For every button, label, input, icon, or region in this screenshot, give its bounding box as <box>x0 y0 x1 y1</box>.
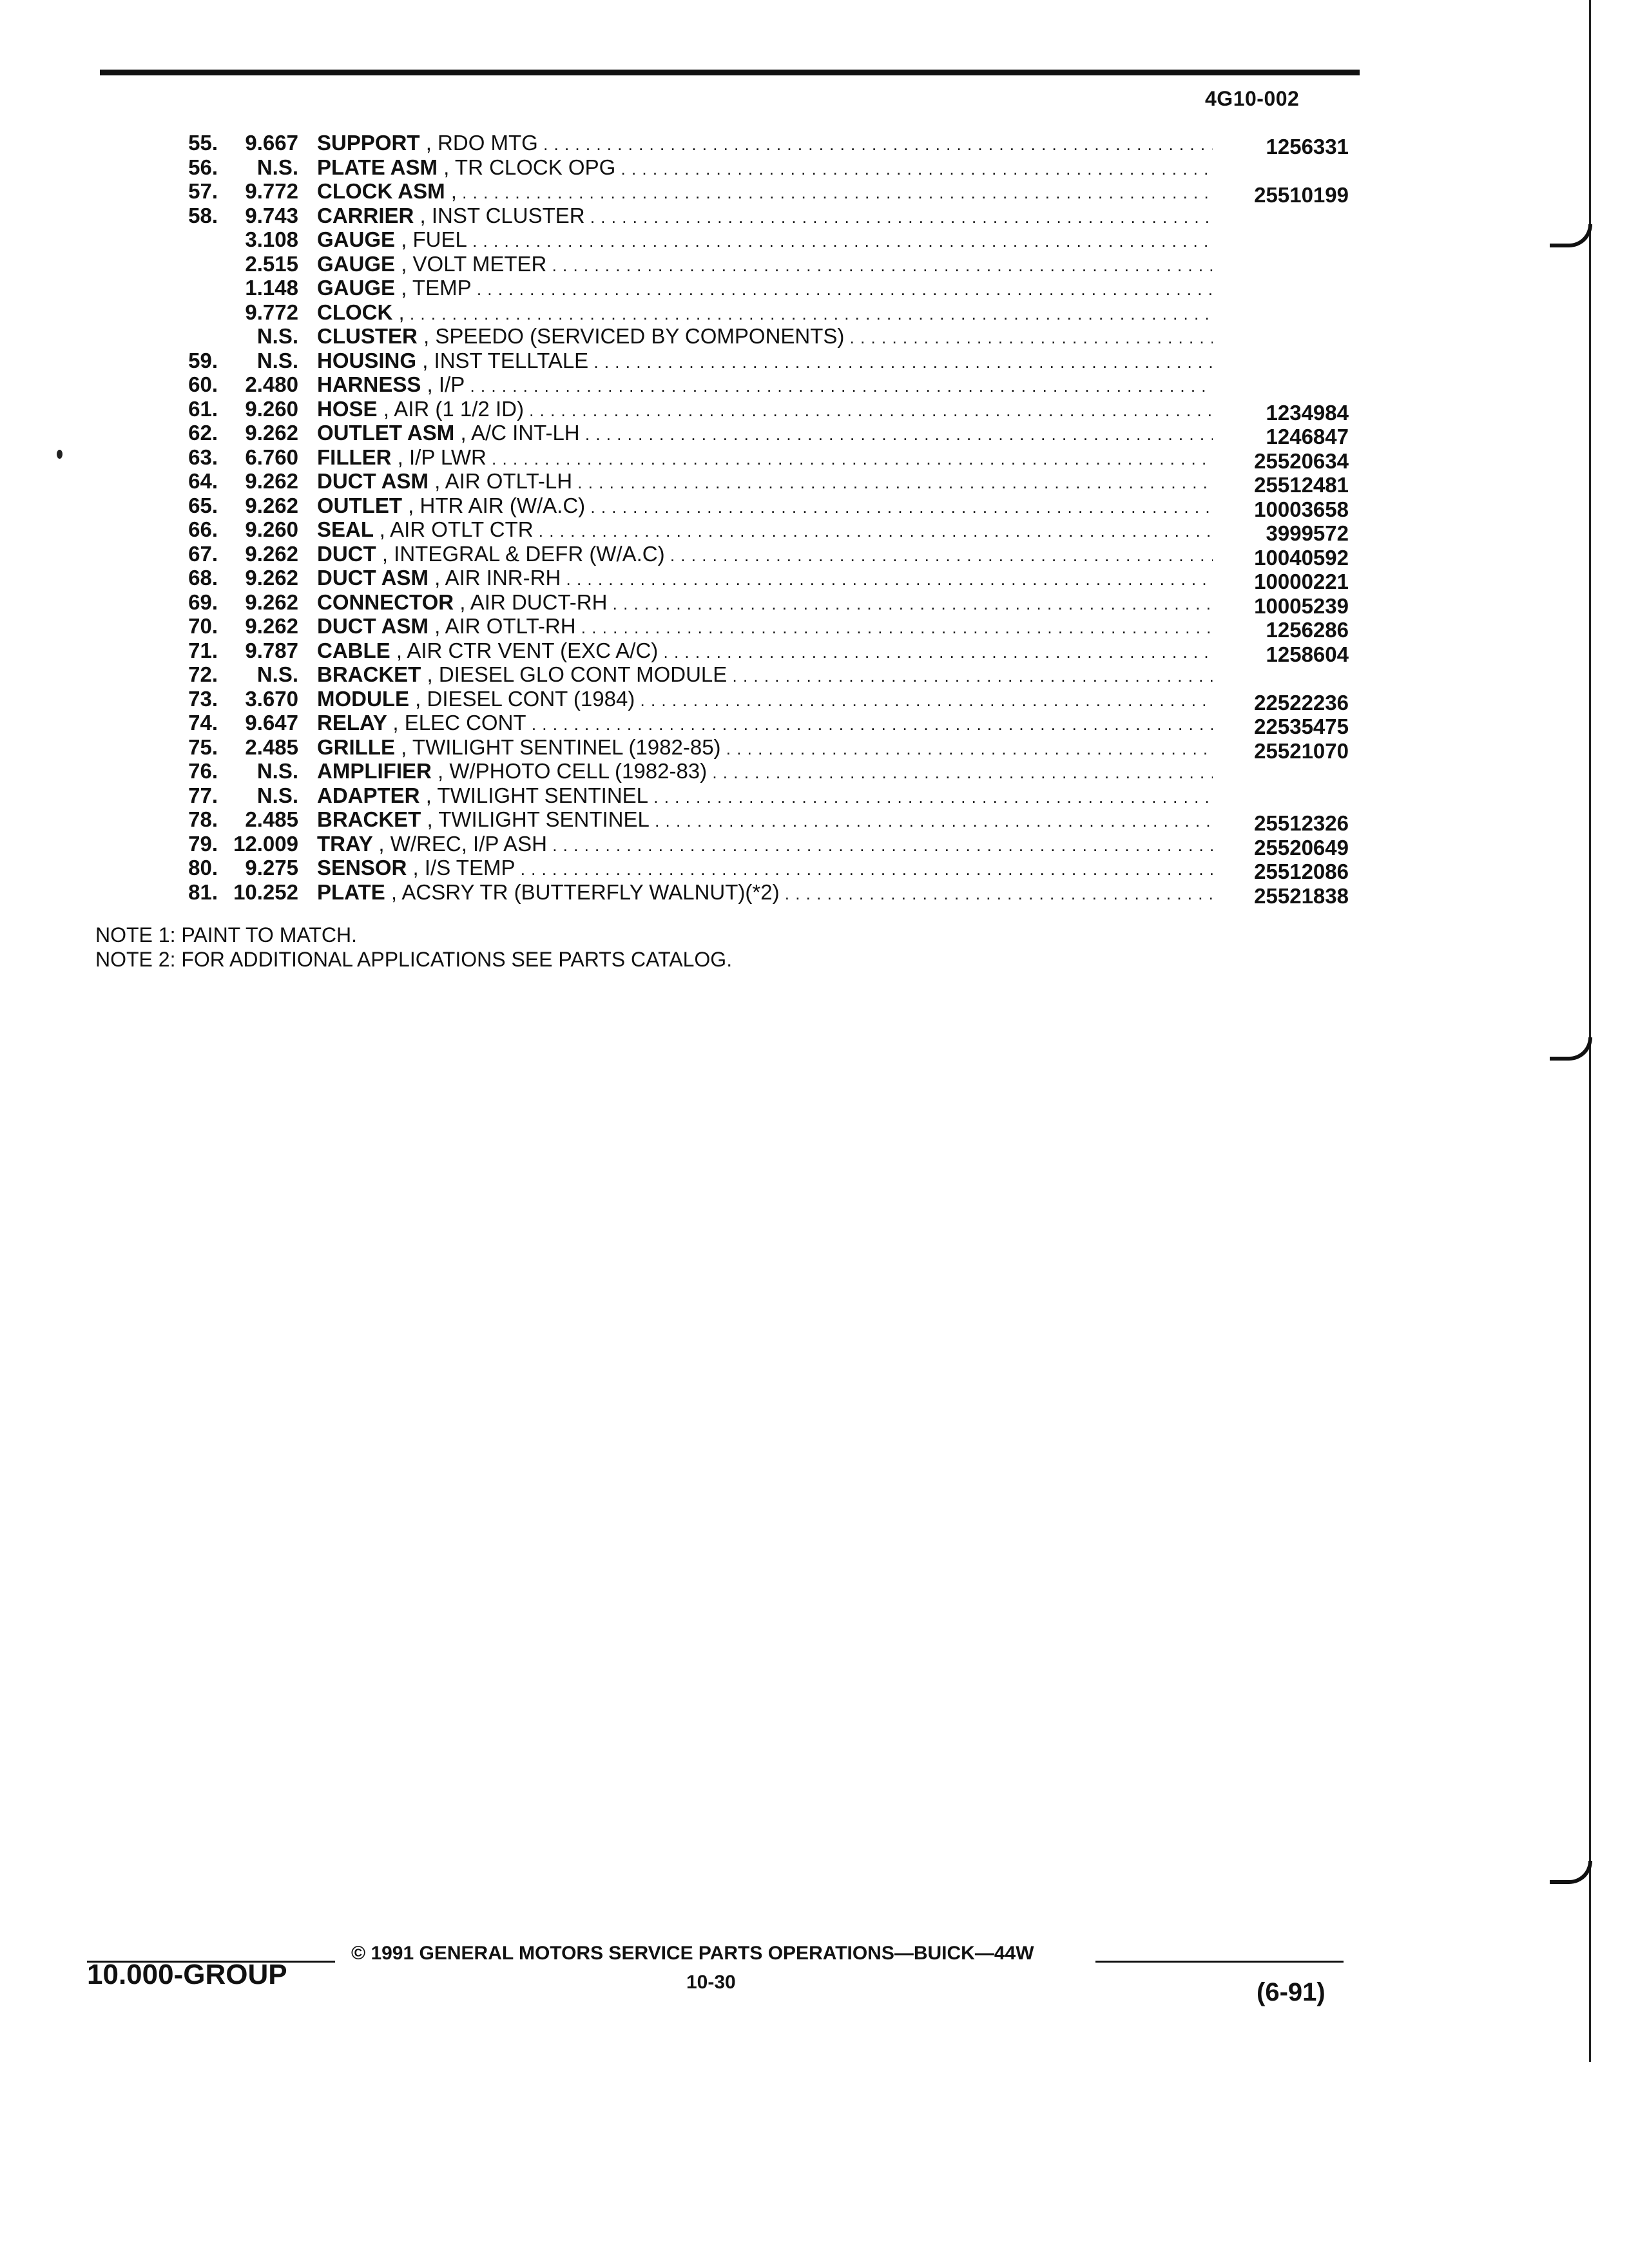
list-item <box>0 783 1629 808</box>
group-number: 1.148 <box>245 276 298 300</box>
part-description <box>317 687 1213 713</box>
part-name: DUCT ASM <box>317 614 429 638</box>
part-description <box>317 469 1213 495</box>
part-spec: , RDO MTG <box>425 131 538 155</box>
footer-copyright: © 1991 GENERAL MOTORS SERVICE PARTS OPERATIONS—BUICK—44W <box>351 1943 1034 1964</box>
part-name: OUTLET ASM <box>317 421 455 445</box>
part-description <box>317 179 1213 206</box>
group-number: 9.262 <box>245 541 298 566</box>
part-description <box>317 783 1213 810</box>
part-name: CABLE <box>317 638 390 662</box>
part-description <box>317 131 1213 157</box>
item-number: 56. <box>188 155 218 179</box>
item-number: 58. <box>188 203 218 227</box>
group-number: 3.670 <box>245 686 298 711</box>
part-name: DUCT <box>317 541 376 566</box>
group-number: 10.252 <box>233 879 298 904</box>
page-code: 4G10-002 <box>1205 87 1300 110</box>
item-number: 61. <box>188 396 218 421</box>
part-number: 1256331 <box>1266 135 1349 159</box>
item-number: 68. <box>188 566 218 590</box>
part-name: PLATE ASM <box>317 155 438 179</box>
part-name: GAUGE <box>317 227 396 251</box>
item-number: 81. <box>188 879 218 904</box>
group-number: 9.772 <box>245 179 298 203</box>
list-item <box>0 662 1629 687</box>
part-description <box>317 421 1213 447</box>
part-spec: , AIR DUCT-RH <box>459 590 608 614</box>
note-line: NOTE 2: FOR ADDITIONAL APPLICATIONS SEE PARTS CATALOG. <box>95 948 733 971</box>
list-item <box>0 300 1629 325</box>
group-number: 2.480 <box>245 372 298 396</box>
part-spec: , I/P <box>427 372 465 396</box>
group-number: 2.515 <box>245 251 298 276</box>
part-name: FILLER <box>317 445 392 469</box>
part-number: 25520649 <box>1254 835 1349 860</box>
item-number: 57. <box>188 179 218 203</box>
scan-speck <box>57 450 63 459</box>
part-name: PLATE <box>317 879 385 904</box>
list-item <box>0 566 1629 593</box>
item-number: 79. <box>188 831 218 856</box>
part-name: BRACKET <box>317 662 421 686</box>
part-number: 25512481 <box>1254 473 1349 497</box>
item-number: 59. <box>188 348 218 372</box>
part-name: TRAY <box>317 831 373 856</box>
part-name: AMPLIFIER <box>317 759 432 783</box>
list-item <box>0 204 1629 228</box>
part-name: HARNESS <box>317 372 421 396</box>
item-number: 60. <box>188 372 218 396</box>
part-description <box>317 227 1213 254</box>
part-description <box>317 252 1213 278</box>
part-name: CLOCK <box>317 300 393 324</box>
item-number: 76. <box>188 759 218 783</box>
group-number: N.S. <box>256 783 298 807</box>
part-description <box>317 807 1213 834</box>
part-spec: , TWILIGHT SENTINEL (1982-85) <box>401 735 721 759</box>
part-number: 1258604 <box>1266 642 1349 666</box>
part-spec: , ELEC CONT <box>392 711 526 735</box>
group-number: 9.262 <box>245 614 298 638</box>
list-item <box>0 131 1629 159</box>
group-number: 12.009 <box>233 831 298 856</box>
part-description <box>317 276 1213 302</box>
part-name: HOUSING <box>317 348 417 372</box>
list-item <box>0 155 1629 180</box>
group-number: 3.108 <box>245 227 298 251</box>
part-description <box>317 614 1213 640</box>
part-description <box>317 324 1213 351</box>
part-description <box>317 517 1213 544</box>
list-item <box>0 179 1629 207</box>
part-description <box>317 832 1213 858</box>
part-number: 10000221 <box>1254 570 1349 593</box>
list-item <box>0 445 1629 473</box>
part-description <box>317 759 1213 785</box>
part-description <box>317 662 1213 689</box>
parts-list <box>0 131 1629 908</box>
item-number: 70. <box>188 614 218 638</box>
part-spec: , W/PHOTO CELL (1982-83) <box>438 759 708 783</box>
part-name: GAUGE <box>317 276 396 300</box>
part-name: GAUGE <box>317 251 396 276</box>
list-item <box>0 711 1629 738</box>
item-number: 65. <box>188 493 218 517</box>
part-name: CARRIER <box>317 203 414 227</box>
part-spec: , AIR INR-RH <box>434 566 561 590</box>
item-number: 78. <box>188 807 218 831</box>
part-number: 10040592 <box>1254 545 1349 570</box>
part-name: CLUSTER <box>317 324 418 348</box>
part-number: 1234984 <box>1266 400 1349 425</box>
part-description <box>317 494 1213 520</box>
part-number: 1246847 <box>1266 425 1349 448</box>
list-item <box>0 638 1629 666</box>
group-number: 9.262 <box>245 493 298 517</box>
part-spec: , DIESEL GLO CONT MODULE <box>427 662 728 686</box>
group-number: 9.743 <box>245 203 298 227</box>
part-number: 3999572 <box>1266 521 1349 545</box>
part-name: MODULE <box>317 686 409 711</box>
group-number: N.S. <box>256 348 298 372</box>
part-description <box>317 639 1213 665</box>
item-number: 80. <box>188 856 218 879</box>
page-number: 10-30 <box>686 1972 736 1993</box>
list-item <box>0 469 1629 497</box>
group-number: 9.262 <box>245 421 298 445</box>
item-number: 66. <box>188 517 218 541</box>
binding-hook <box>1550 1037 1592 1061</box>
part-spec: , <box>450 179 457 203</box>
footer-group: 10.000-GROUP <box>87 1959 287 1990</box>
part-description <box>317 542 1213 568</box>
item-number: 71. <box>188 638 218 662</box>
footer-rule-right <box>1095 1961 1344 1963</box>
list-item <box>0 831 1629 860</box>
part-description <box>317 397 1213 423</box>
group-number: 2.485 <box>245 807 298 831</box>
item-number: 73. <box>188 686 218 711</box>
list-item <box>0 807 1629 835</box>
part-number: 25521070 <box>1254 738 1349 763</box>
part-description <box>317 711 1213 737</box>
part-spec: , ACSRY TR (BUTTERFLY WALNUT)(*2) <box>390 879 780 904</box>
list-item <box>0 517 1629 545</box>
note-line: NOTE 1: PAINT TO MATCH. <box>95 923 357 947</box>
part-spec: , TEMP <box>401 276 472 300</box>
list-item <box>0 349 1629 373</box>
list-item <box>0 759 1629 783</box>
group-number: 2.485 <box>245 735 298 759</box>
item-number: 67. <box>188 541 218 566</box>
part-name: SENSOR <box>317 856 407 879</box>
part-spec: , I/P LWR <box>397 445 487 469</box>
part-spec: , A/C INT-LH <box>460 421 580 445</box>
part-name: RELAY <box>317 711 387 735</box>
part-number: 25512086 <box>1254 860 1349 883</box>
part-name: HOSE <box>317 396 378 421</box>
group-number: 9.262 <box>245 590 298 614</box>
group-number: N.S. <box>256 662 298 686</box>
part-spec: , W/REC, I/P ASH <box>378 831 548 856</box>
part-name: CLOCK ASM <box>317 179 445 203</box>
part-spec: , AIR OTLT-RH <box>434 614 576 638</box>
part-number: 10003658 <box>1254 497 1349 521</box>
notes <box>95 923 732 972</box>
part-name: BRACKET <box>317 807 421 831</box>
group-number: 9.772 <box>245 300 298 324</box>
part-name: OUTLET <box>317 493 402 517</box>
item-number: 77. <box>188 783 218 807</box>
part-number: 25510199 <box>1254 183 1349 207</box>
part-spec: , I/S TEMP <box>412 856 516 879</box>
list-item <box>0 252 1629 276</box>
group-number: 9.260 <box>245 396 298 421</box>
part-description <box>317 155 1213 182</box>
part-spec: , FUEL <box>401 227 467 251</box>
part-spec: , INST TELLTALE <box>422 348 589 372</box>
part-description <box>317 856 1213 882</box>
list-item <box>0 541 1629 570</box>
group-number: 9.262 <box>245 566 298 590</box>
group-number: 9.647 <box>245 711 298 735</box>
item-number: 75. <box>188 735 218 759</box>
list-item <box>0 324 1629 349</box>
list-item <box>0 590 1629 618</box>
group-number: 9.787 <box>245 638 298 662</box>
part-spec: , HTR AIR (W/A.C) <box>408 493 586 517</box>
part-name: SUPPORT <box>317 131 420 155</box>
group-number: N.S. <box>256 324 298 348</box>
list-item <box>0 879 1629 908</box>
group-number: 9.667 <box>245 131 298 155</box>
part-description <box>317 372 1213 399</box>
part-number: 25520634 <box>1254 448 1349 473</box>
part-name: CONNECTOR <box>317 590 454 614</box>
list-item <box>0 735 1629 763</box>
list-item <box>0 396 1629 425</box>
part-name: GRILLE <box>317 735 395 759</box>
list-item <box>0 276 1629 300</box>
part-spec: , TR CLOCK OPG <box>443 155 616 179</box>
part-name: DUCT ASM <box>317 566 429 590</box>
part-number: 1256286 <box>1266 618 1349 642</box>
part-name: SEAL <box>317 517 374 541</box>
list-item <box>0 614 1629 642</box>
top-rule <box>100 70 1360 75</box>
binding-hook <box>1550 1861 1592 1884</box>
part-spec: , AIR (1 1/2 ID) <box>383 396 524 421</box>
part-description <box>317 445 1213 472</box>
part-spec: , AIR CTR VENT (EXC A/C) <box>396 638 659 662</box>
list-item <box>0 421 1629 448</box>
group-number: 6.760 <box>245 445 298 469</box>
binding-edge <box>1589 0 1591 2062</box>
group-number: 9.275 <box>245 856 298 879</box>
part-description <box>317 590 1213 617</box>
part-number: 25521838 <box>1254 883 1349 908</box>
part-number: 10005239 <box>1254 593 1349 618</box>
part-name: ADAPTER <box>317 783 420 807</box>
item-number: 62. <box>188 421 218 445</box>
part-spec: , AIR OTLT CTR <box>379 517 534 541</box>
revision-date: (6-91) <box>1257 1978 1325 2006</box>
item-number: 74. <box>188 711 218 735</box>
list-item <box>0 686 1629 715</box>
part-description <box>317 566 1213 592</box>
list-item <box>0 856 1629 883</box>
part-spec: , VOLT METER <box>401 251 547 276</box>
list-item <box>0 227 1629 252</box>
part-spec: , TWILIGHT SENTINEL <box>425 783 649 807</box>
part-spec: , INTEGRAL & DEFR (W/A.C) <box>381 541 665 566</box>
part-spec: , INST CLUSTER <box>419 203 585 227</box>
part-description <box>317 300 1213 327</box>
part-number: 22535475 <box>1254 715 1349 738</box>
part-spec: , DIESEL CONT (1984) <box>415 686 635 711</box>
item-number: 72. <box>188 662 218 686</box>
item-number: 69. <box>188 590 218 614</box>
part-spec: , AIR OTLT-LH <box>434 469 573 493</box>
list-item <box>0 493 1629 521</box>
part-spec: , <box>398 300 405 324</box>
group-number: 9.260 <box>245 517 298 541</box>
item-number: 64. <box>188 469 218 493</box>
item-number: 55. <box>188 131 218 155</box>
list-item <box>0 372 1629 397</box>
part-number: 22522236 <box>1254 690 1349 715</box>
part-description <box>317 880 1213 907</box>
part-description <box>317 204 1213 230</box>
item-number: 63. <box>188 445 218 469</box>
part-spec: , TWILIGHT SENTINEL <box>427 807 650 831</box>
part-name: DUCT ASM <box>317 469 429 493</box>
part-number: 25512326 <box>1254 811 1349 835</box>
group-number: 9.262 <box>245 469 298 493</box>
group-number: N.S. <box>256 155 298 179</box>
part-spec: , SPEEDO (SERVICED BY COMPONENTS) <box>423 324 845 348</box>
group-number: N.S. <box>256 759 298 783</box>
part-description <box>317 349 1213 375</box>
part-description <box>317 735 1213 762</box>
